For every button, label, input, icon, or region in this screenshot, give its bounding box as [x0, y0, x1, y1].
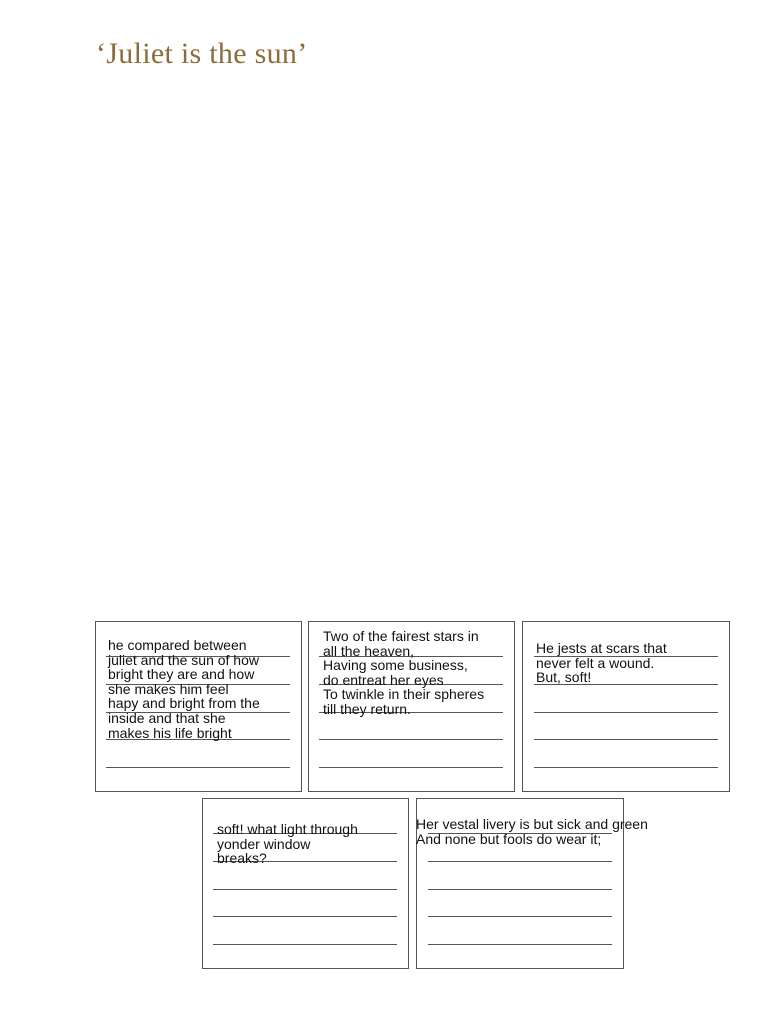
card-text: soft! what light through yonder window breaks? [217, 821, 358, 867]
writing-line [428, 889, 612, 890]
writing-line [319, 767, 503, 768]
writing-line [428, 916, 612, 917]
writing-line [534, 767, 718, 768]
writing-line [106, 767, 290, 768]
card-text: he compared between juliet and the sun of how bright they are and how she makes him feel hapy and bright from the inside and that she makes his life bright [108, 637, 260, 741]
writing-line [428, 861, 612, 862]
writing-line [213, 944, 397, 945]
card-text: Two of the fairest stars in all the heaven, Having some business, do entreat her eyes To twinkle in their spheres till they return. [323, 628, 485, 717]
writing-line [534, 739, 718, 740]
writing-line [534, 712, 718, 713]
writing-line [319, 739, 503, 740]
writing-line [428, 944, 612, 945]
page-title: ‘Juliet is the sun’ [96, 37, 308, 70]
writing-line [213, 889, 397, 890]
card-text: He jests at scars that never felt a wound. But, soft! [536, 640, 667, 686]
card-text: Her vestal livery is but sick and green And none but fools do wear it; [416, 816, 648, 847]
writing-line [213, 916, 397, 917]
